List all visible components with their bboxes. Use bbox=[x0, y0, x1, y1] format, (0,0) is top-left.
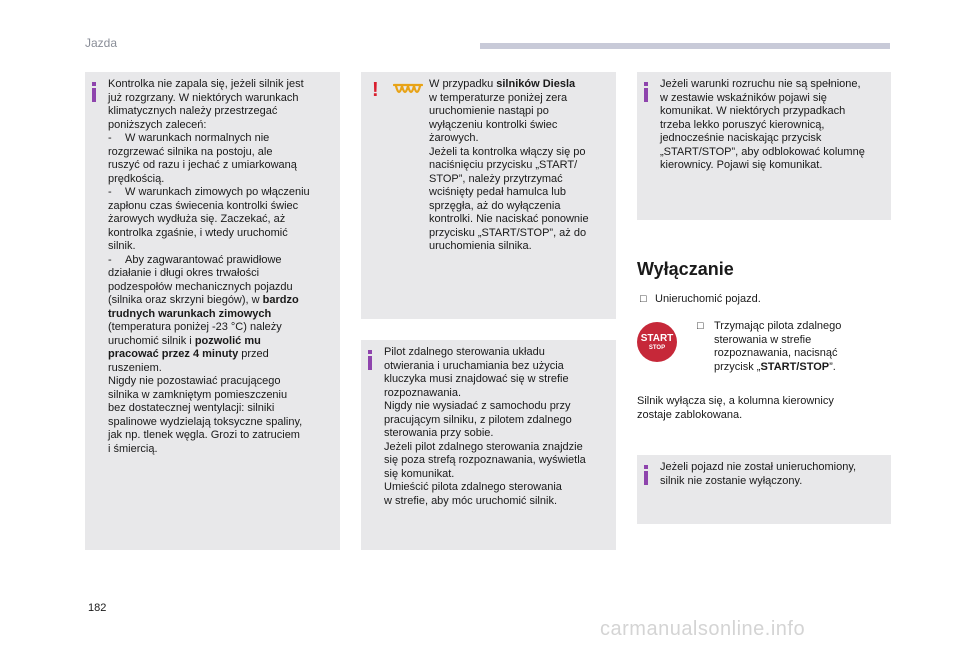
dash-mark: - bbox=[108, 132, 112, 144]
info-icon bbox=[644, 465, 648, 485]
section-heading: Wyłączanie bbox=[637, 259, 734, 279]
info-box-remote-key-text: Pilot zdalnego sterowania układu otwierania i uruchamiania bez użycia kluczyka musi znajdować się w strefie rozpoznawania. Nigdy nie wysiadać z samochodu przy pracującym silniku, z pilotem zdalnego sterowania przy sobie. Jeżeli pilot zdalnego sterowania znajdzie się poza strefą rozpoznawania, wyświetla się komunikat. Umieścić pilota zdalnego sterowania w strefie, aby móc uruchomić silnik. bbox=[384, 346, 586, 507]
header-bar bbox=[480, 43, 890, 49]
dash-mark: - bbox=[108, 186, 112, 198]
text-line: poniższych zaleceń: bbox=[108, 118, 207, 131]
text-line: spalinowe wydzielają toksyczne spaliny, bbox=[108, 415, 303, 428]
bullet-marker: □ bbox=[697, 320, 704, 332]
paragraph: Silnik wyłącza się, a kolumna kierownicy zostaje zablokowana. bbox=[637, 395, 834, 421]
dash-item: - Aby zagwarantować prawidłowe działanie i długi okres trwałości podzespołów mechanicznych pojazdu (silnika oraz skrzyni biegów), w bardzo trudnych warunkach zimowych (temperatura poniżej -23 °C) należy uruchomić silnik i pozwolić mu pracować przez 4 minuty przed ruszeniem. bbox=[108, 253, 299, 374]
start-stop-button-icon: START STOP bbox=[637, 322, 677, 362]
page-number: 182 bbox=[88, 602, 107, 614]
info-icon bbox=[644, 82, 648, 102]
text-line: Kontrolka nie zapala się, jeżeli silnik jest bbox=[108, 78, 304, 90]
text-line: jak np. tlenek węgla. Grozi to zatruciem bbox=[108, 429, 300, 441]
info-box-start-conditions-text: Jeżeli warunki rozruchu nie są spełnione, w zestawie wskaźników pojawi się komunikat. W niektórych przypadkach trzeba lekko poruszyć kierownicą, jednocześnie naciskając przycisk „START/STOP”, aby odblokować kolumnę kierownicy. Pojawi się komunikat. bbox=[660, 78, 865, 171]
info-box-engine-warmup-text bbox=[108, 78, 340, 456]
dash-item: - W warunkach normalnych nie rozgrzewać silnika na postoju, ale ruszyć od razu i jechać z umiarkowaną prędkością. bbox=[108, 132, 297, 185]
text-line: już rozgrzany. W niektórych warunkach bbox=[108, 91, 299, 104]
section-title: Jazda bbox=[85, 36, 118, 50]
info-icon bbox=[368, 350, 372, 370]
text-line: silnika w zamkniętym pomieszczeniu bbox=[108, 388, 288, 401]
dash-item: - W warunkach zimowych po włączeniu zapłonu czas świecenia kontrolki świec żarowych wydłuża się. Zaczekać, aż kontrolka zgaśnie, i wtedy uruchomić silnik. bbox=[108, 186, 310, 252]
text-line: bez dostatecznej wentylacji: silniki bbox=[108, 402, 275, 414]
info-icon bbox=[92, 82, 96, 102]
step-text: Unieruchomić pojazd. bbox=[655, 293, 761, 305]
warning-icon: ! bbox=[372, 79, 379, 101]
text-line: klimatycznych należy przestrzegać bbox=[108, 105, 278, 117]
info-box-not-immobilized-text: Jeżeli pojazd nie został unieruchomiony, silnik nie zostanie wyłączony. bbox=[660, 461, 857, 487]
text-line: Nigdy nie pozostawiać pracującego bbox=[108, 375, 281, 387]
step-text: Trzymając pilota zdalnego sterowania w strefie rozpoznawania, nacisnąć przycisk „START/STOP”. bbox=[714, 320, 842, 373]
glow-plug-icon bbox=[393, 82, 423, 100]
watermark: carmanualsonline.info bbox=[600, 618, 806, 640]
dash-mark: - bbox=[108, 253, 112, 266]
warning-box-diesel-text: W przypadku silników Diesla w temperaturze poniżej zera uruchomienie nastąpi po wyłączeniu kontrolki świec żarowych. Jeżeli ta kontrolka włączy się po naciśnięciu przycisku „START/ STOP”, należy przytrzymać wciśnięty pedał hamulca lub sprzęgła, aż do wyłączenia kontrolki. Nie naciskać ponownie przycisku „START/STOP”, aż do uruchomienia silnika. bbox=[429, 78, 589, 252]
bullet-marker: □ bbox=[640, 293, 647, 305]
text-line: i śmiercią. bbox=[108, 442, 158, 455]
